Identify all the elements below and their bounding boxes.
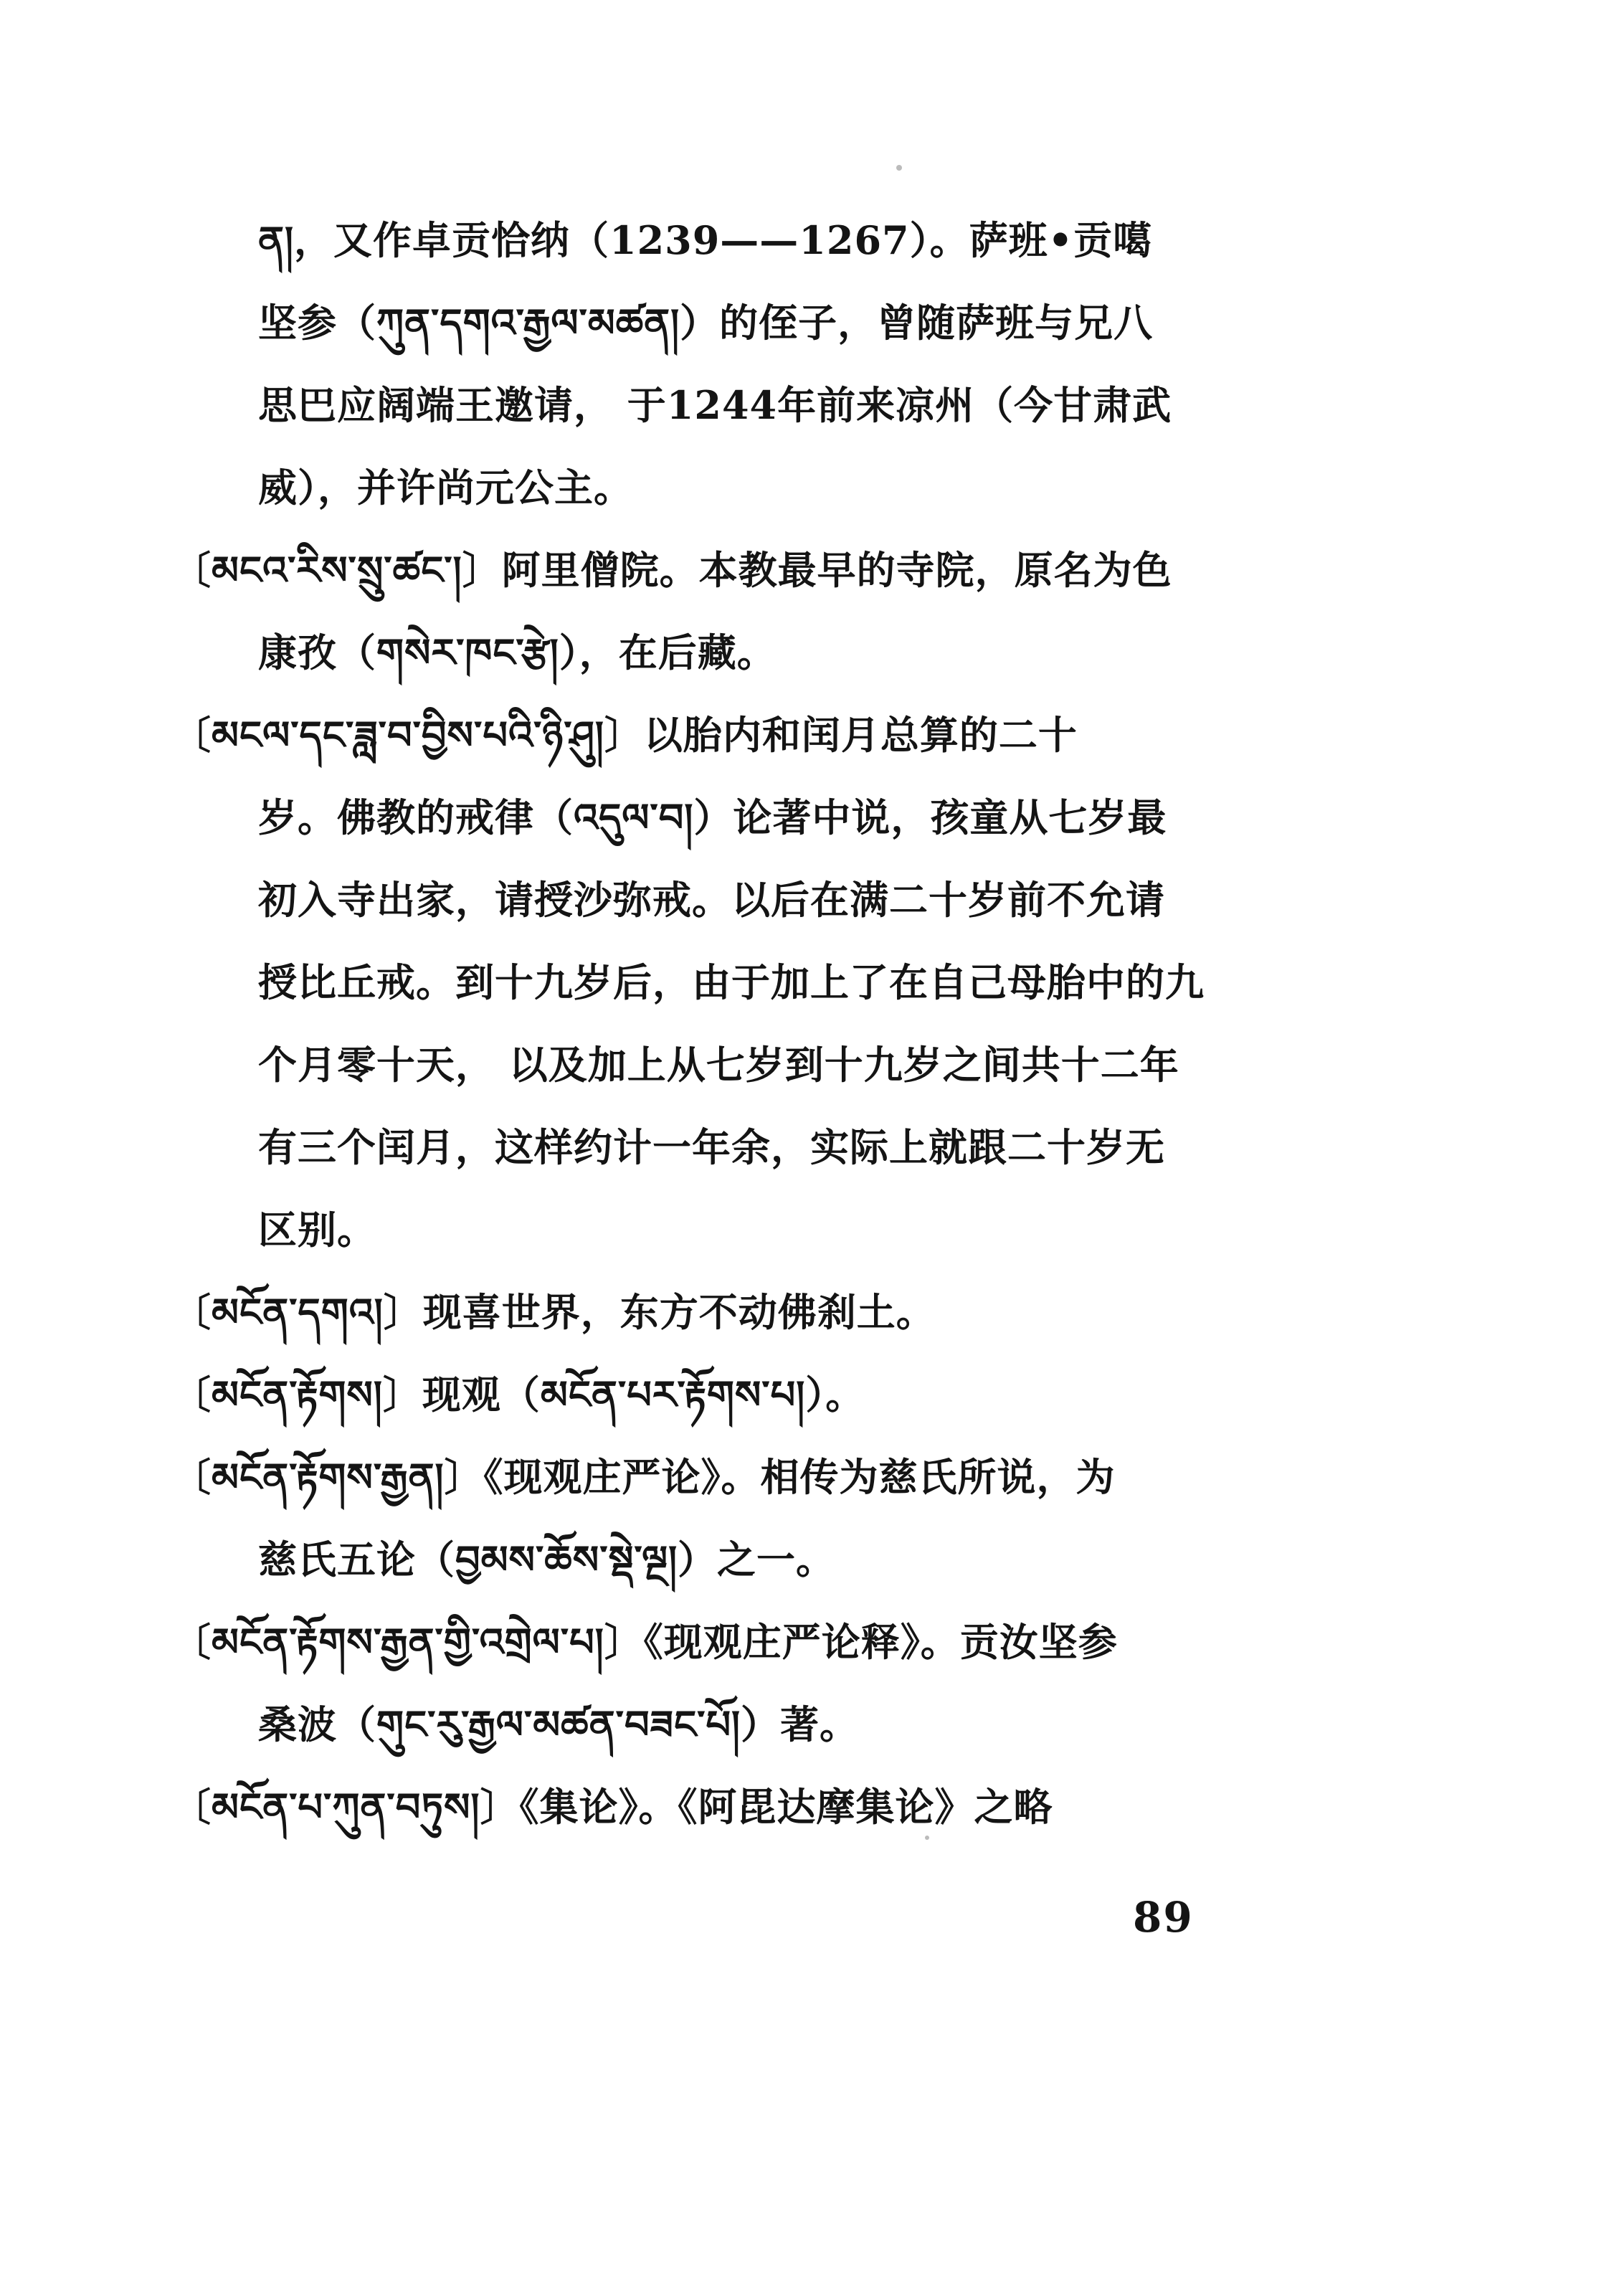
text-line: ན།，又作卓贡恰纳（1239——1267）。萨班•贡噶	[258, 217, 1153, 263]
glossary-entry: 〔མངོན་རྟོགས།〕现观（མངོན་པར་རྟོགས་པ།）。	[172, 1372, 865, 1418]
text-line: 有三个闰月，这样约计一年余，实际上就跟二十岁无	[258, 1124, 1165, 1170]
text-line: 个月零十天， 以及加上从七岁到十九岁之间共十二年	[258, 1042, 1179, 1088]
text-line: 思巴应阔端王邀请， 于1244年前来凉州（今甘肃武	[258, 382, 1172, 428]
text-line: 威），并许尚元公主。	[258, 465, 633, 511]
text-line: 授比丘戒。到十九岁后，由于加上了在自己母胎中的九	[258, 959, 1205, 1005]
glossary-entry: 〔མངོན་དགའ།〕现喜世界，东方不动佛刹土。	[172, 1289, 936, 1335]
text-line: 坚参（ཀུན་དགའ་རྒྱལ་མཚན།）的侄子，曾随萨班与兄八	[258, 300, 1154, 346]
text-line: 初入寺出家，请授沙弥戒。以后在满二十岁前不允请	[258, 877, 1165, 923]
text-line: 慈氏五论（བྱམས་ཆོས་སྡེ་ལྔ།）之一。	[258, 1537, 836, 1582]
text-line: 区别。	[258, 1207, 376, 1253]
scan-speck	[896, 165, 902, 171]
scan-speck	[925, 1836, 929, 1840]
glossary-entry: 〔མངའ་རིས་སྲུ་ཚང་།〕阿里僧院。本教最早的寺院，原名为色	[172, 547, 1172, 593]
glossary-entry: 〔མངོན་རྟོགས་རྒྱན་གྱི་འགྲེལ་པ།〕《现观庄严论释》。贡汝坚参	[172, 1619, 1118, 1665]
page-number: 89	[1133, 1893, 1194, 1942]
text-line: 桑波（གུང་རུ་རྒྱལ་མཚན་བཟང་པོ།）著。	[258, 1701, 860, 1747]
glossary-entry: 〔མངལ་དང་ཟླ་བ་བྱིས་པའི་ཉི་ཤུ།〕以胎内和闰月总算的二十	[172, 712, 1078, 758]
text-line: 岁。佛教的戒律（འདུལ་བ།）论著中说，孩童从七岁最	[258, 794, 1167, 840]
glossary-entry: 〔མངོན་པ་ཀུན་བཏུས།〕《集论》。《阿毘达摩集论》之略	[172, 1784, 1053, 1830]
text-line: 康孜（གསེར་ཁང་རྩེ།），在后藏。	[258, 630, 777, 675]
glossary-entry: 〔མངོན་རྟོགས་རྒྱན།〕《现观庄严论》。相传为慈氏所说，为	[172, 1454, 1116, 1500]
